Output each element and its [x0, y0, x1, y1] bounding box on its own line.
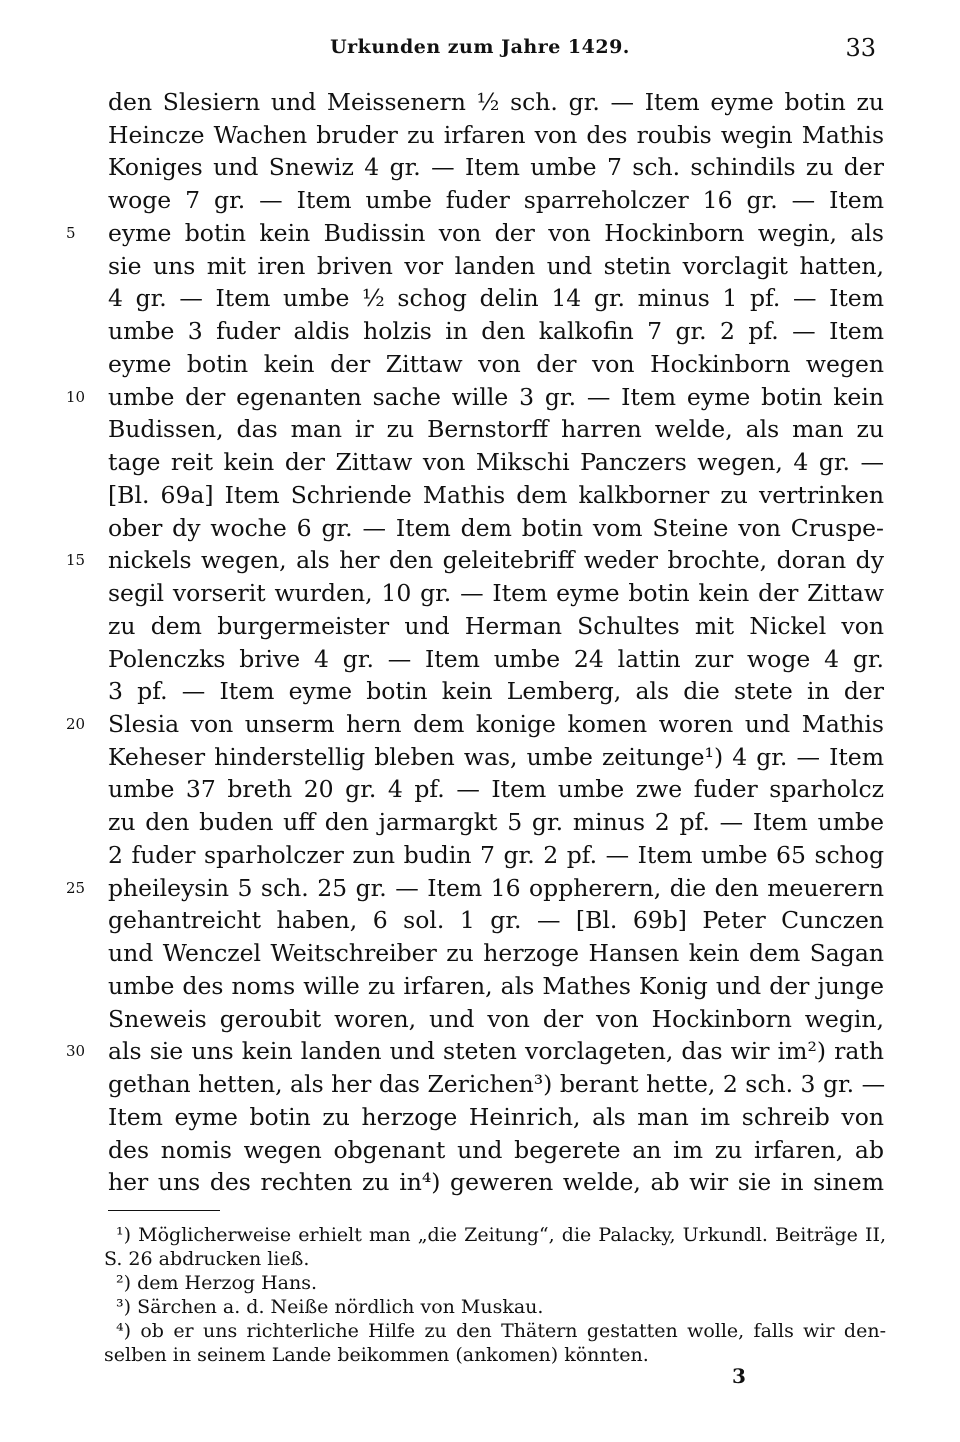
text-line: zu dem burgermeister und Herman Schultes mit Nickel von: [108, 612, 884, 640]
line-number: 25: [66, 879, 86, 897]
text-line: 3 pf. — Item eyme botin kein Lemberg, als die stete in der: [108, 677, 884, 705]
text-line: segil vorserit wurden, 10 gr. — Item eyme botin kein der Zittaw: [108, 579, 884, 607]
line-number: 5: [66, 224, 76, 242]
text-line: umbe 3 fuder aldis holzis in den kalkofin 7 gr. 2 pf. — Item: [108, 317, 884, 345]
line-number: 15: [66, 551, 86, 569]
line-number: 30: [66, 1042, 86, 1060]
text-line: umbe 37 breth 20 gr. 4 pf. — Item umbe zwe fuder sparholcz: [108, 775, 884, 803]
text-line: pheileysin 5 sch. 25 gr. — Item 16 oppherern, die den meuerern: [108, 874, 884, 902]
footnote-separator: [108, 1210, 220, 1211]
footnote-line: ⁴) ob er uns richterliche Hilfe zu den Thätern gestatten wolle, falls wir den-: [116, 1320, 886, 1342]
text-line: zu den buden uff den jarmargkt 5 gr. minus 2 pf. — Item umbe: [108, 808, 884, 836]
text-line: des nomis wegen obgenant und begerete an im zu irfaren, ab: [108, 1136, 884, 1164]
page-header-title: Urkunden zum Jahre 1429.: [330, 36, 630, 58]
footnote-line: ¹) Möglicherweise erhielt man „die Zeitung“, die Palacky, Urkundl. Beiträge II,: [116, 1224, 886, 1246]
text-line: [Bl. 69a] Item Schriende Mathis dem kalkborner zu vertrinken: [108, 481, 884, 509]
text-line: eyme botin kein Budissin von der von Hockinborn wegin, als: [108, 219, 884, 247]
text-line: sie uns mit iren briven vor landen und stetin vorclagit hatten,: [108, 252, 884, 280]
text-line: 2 fuder sparholczer zun budin 7 gr. 2 pf. — Item umbe 65 schog: [108, 841, 884, 869]
text-line: gehantreicht haben, 6 sol. 1 gr. — [Bl. 69b] Peter Cunczen: [108, 906, 884, 934]
text-line: woge 7 gr. — Item umbe fuder sparreholczer 16 gr. — Item: [108, 186, 884, 214]
text-line: eyme botin kein der Zittaw von der von Hockinborn wegen: [108, 350, 884, 378]
text-line: den Slesiern und Meissenern ½ sch. gr. — Item eyme botin zu: [108, 88, 884, 116]
text-line: Slesia von unserm hern dem konige komen woren und Mathis: [108, 710, 884, 738]
text-line: ober dy woche 6 gr. — Item dem botin vom Steine von Cruspe-: [108, 514, 884, 542]
text-line: Budissen, das man ir zu Bernstorff harren welde, als man zu: [108, 415, 884, 443]
text-line: tage reit kein der Zittaw von Mikschi Panczers wegen, 4 gr. —: [108, 448, 884, 476]
text-line: Item eyme botin zu herzoge Heinrich, als man im schreib von: [108, 1103, 884, 1131]
footnote-line: ³) Särchen a. d. Neiße nördlich von Muskau.: [116, 1296, 544, 1318]
footnote-line: selben in seinem Lande beikommen (ankomen) könnten.: [104, 1344, 649, 1366]
text-line: als sie uns kein landen und steten vorclageten, das wir im²) rath: [108, 1037, 884, 1065]
footnote-line: S. 26 abdrucken ließ.: [104, 1248, 310, 1270]
text-line: Sneweis geroubit woren, und von der von Hockinborn wegin,: [108, 1005, 884, 1033]
text-line: Keheser hinderstellig bleben was, umbe zeitunge¹) 4 gr. — Item: [108, 743, 884, 771]
text-line: her uns des rechten zu in⁴) geweren welde, ab wir sie in sinem: [108, 1168, 884, 1196]
text-line: Heincze Wachen bruder zu irfaren von des roubis wegin Mathis: [108, 121, 884, 149]
text-line: Polenczks brive 4 gr. — Item umbe 24 lattin zur woge 4 gr.: [108, 645, 884, 673]
line-number: 20: [66, 715, 86, 733]
text-line: Koniges und Snewiz 4 gr. — Item umbe 7 sch. schindils zu der: [108, 153, 884, 181]
signature-mark: 3: [732, 1364, 746, 1388]
text-line: nickels wegen, als her den geleitebriff weder brochte, doran dy: [108, 546, 884, 574]
text-line: 4 gr. — Item umbe ½ schog delin 14 gr. minus 1 pf. — Item: [108, 284, 884, 312]
line-number: 10: [66, 388, 86, 406]
text-line: umbe des noms wille zu irfaren, als Mathes Konig und der junge: [108, 972, 884, 1000]
text-line: gethan hetten, als her das Zerichen³) berant hette, 2 sch. 3 gr. —: [108, 1070, 886, 1098]
text-line: umbe der egenanten sache wille 3 gr. — Item eyme botin kein: [108, 383, 884, 411]
footnote-line: ²) dem Herzog Hans.: [116, 1272, 318, 1294]
text-line: und Wenczel Weitschreiber zu herzoge Hansen kein dem Sagan: [108, 939, 884, 967]
page-number: 33: [845, 34, 876, 62]
